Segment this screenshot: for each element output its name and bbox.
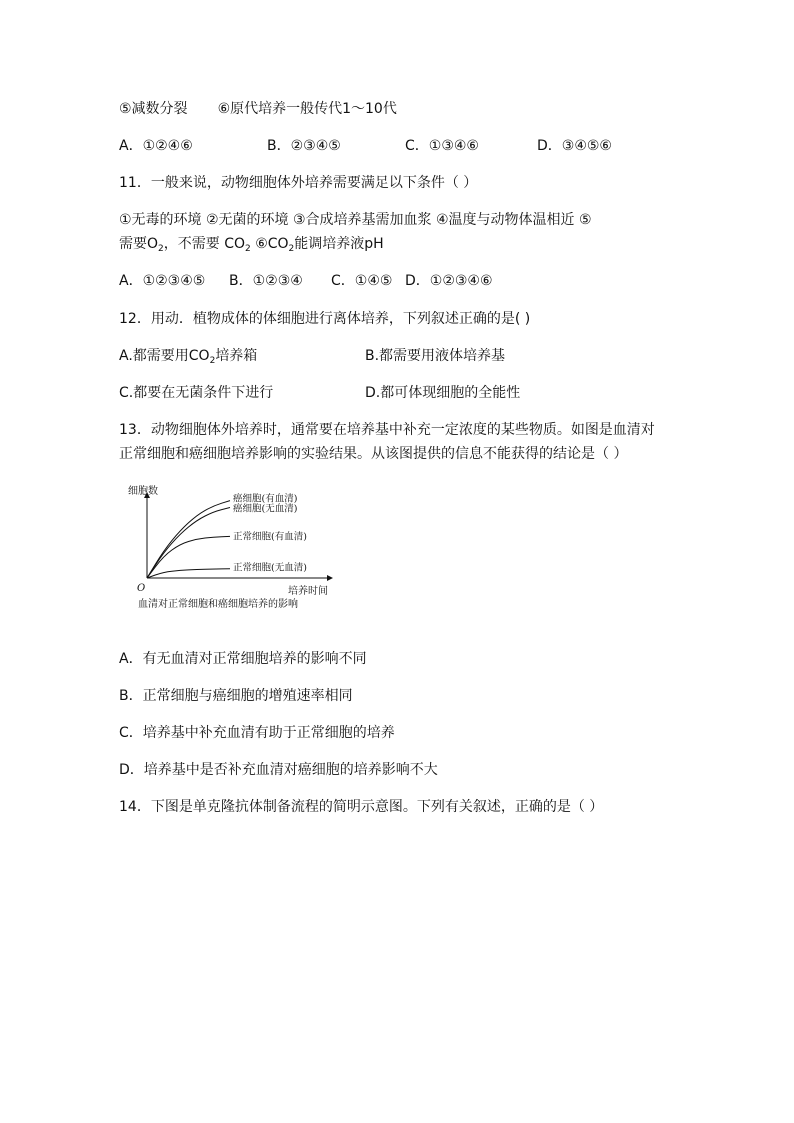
series-line-normal-without-serum — [147, 569, 230, 578]
series-line-cancer-with-serum — [147, 501, 230, 578]
q13-stem-line2: 正常细胞和癌细胞培养影响的实验结果。从该图提供的信息不能获得的结论是（ ） — [119, 446, 628, 462]
q12-option-c[interactable]: C.都要在无菌条件下进行 — [119, 385, 274, 401]
series-label-normal-without-serum: 正常细胞(无血清) — [233, 562, 307, 574]
q13-option-b[interactable]: B．正常细胞与癌细胞的增殖速率相同 — [119, 688, 353, 704]
origin-label: O — [137, 583, 146, 594]
q11-option-c[interactable]: C．①④⑤ — [331, 273, 393, 289]
q11-option-b[interactable]: B．①②③④ — [229, 273, 303, 289]
q10-option-d[interactable]: D．③④⑤⑥ — [537, 138, 612, 154]
q10-option-b[interactable]: B．②③④⑤ — [267, 138, 341, 154]
q12-option-a[interactable]: A.都需要用$CO_2$培养箱 — [119, 348, 258, 366]
q13-option-a[interactable]: A．有无血清对正常细胞培养的影响不同 — [119, 651, 367, 667]
q11-option-d[interactable]: D．①②③④⑥ — [405, 273, 493, 289]
q11-option-a[interactable]: A．①②③④⑤ — [119, 273, 206, 289]
x-axis-label: 培养时间 — [288, 586, 328, 597]
q10-option-c[interactable]: C．①③④⑥ — [405, 138, 479, 154]
q11-conditions-line2: 需要$O_2$，不需要 $CO_2$ $⑥CO_2$能调培养液pH — [119, 236, 384, 254]
q14-stem: 14．下图是单克隆抗体制备流程的简明示意图。下列有关叙述，正确的是（ ） — [119, 799, 604, 815]
q11-conditions-line1: ①无毒的环境 ②无菌的环境 ③合成培养基需加血浆 ④温度与动物体温相近 ⑤ — [119, 212, 592, 228]
series-label-normal-with-serum: 正常细胞(有血清) — [233, 531, 307, 543]
q13-option-c[interactable]: C．培养基中补充血清有助于正常细胞的培养 — [119, 725, 395, 741]
serum-effect-chart — [120, 478, 340, 613]
q13-option-d[interactable]: D．培养基中是否补充血清对癌细胞的培养影响不大 — [119, 762, 438, 778]
q10-option-a[interactable]: A．①②④⑥ — [119, 138, 193, 154]
y-axis-label: 细胞数 — [128, 486, 158, 497]
q13-stem-line1: 13．动物细胞体外培养时，通常要在培养基中补充一定浓度的某些物质。如图是血清对 — [119, 422, 655, 438]
q10-item-6: ⑥原代培养一般传代1～10代 — [217, 101, 397, 117]
q11-stem: 11．一般来说，动物细胞体外培养需要满足以下条件（ ） — [119, 175, 478, 191]
series-label-cancer-with-serum: 癌细胞(有血清) — [233, 493, 298, 505]
chart-caption: 血清对正常细胞和癌细胞培养的影响 — [138, 599, 298, 610]
q12-option-b[interactable]: B.都需要用液体培养基 — [365, 348, 506, 364]
series-label-cancer-without-serum: 癌细胞(无血清) — [233, 503, 298, 515]
q12-stem: 12．用动．植物成体的体细胞进行离体培养，下列叙述正确的是( ) — [119, 311, 531, 327]
q10-items-line — [119, 100, 397, 118]
q12-option-d[interactable]: D.都可体现细胞的全能性 — [365, 385, 521, 401]
series-line-cancer-without-serum — [147, 508, 230, 579]
q10-item-5: ⑤减数分裂 — [119, 101, 188, 117]
